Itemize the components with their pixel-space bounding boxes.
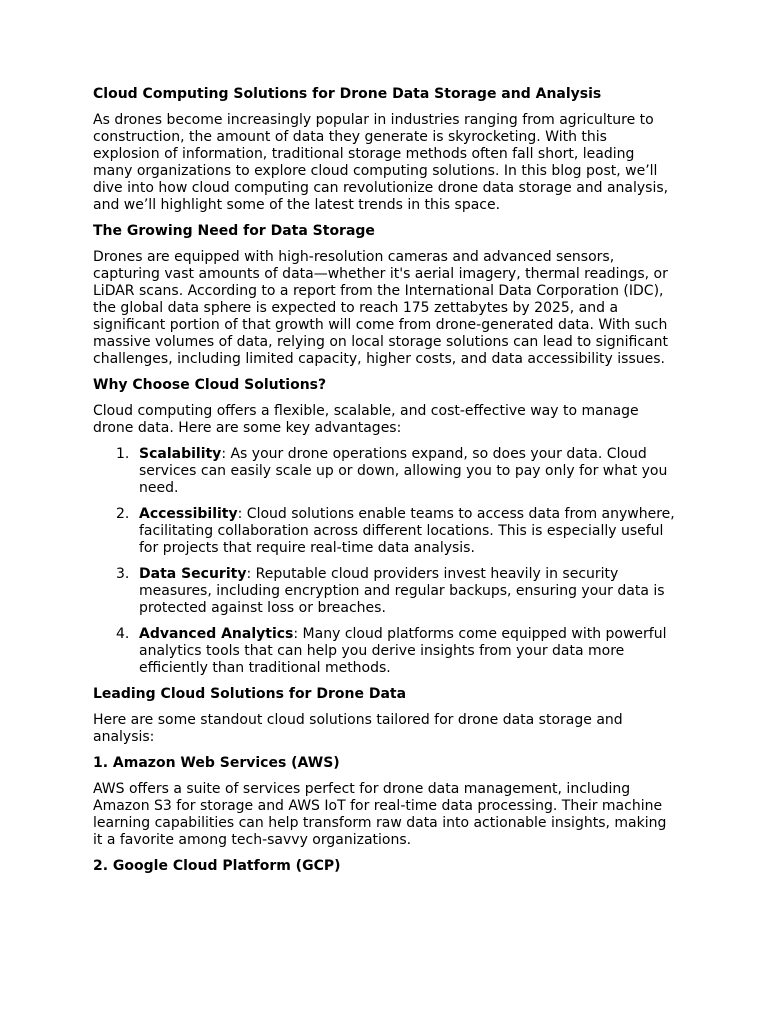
list-item-term: Scalability [139,446,222,462]
list-item [93,626,676,677]
section-heading-growing-need: The Growing Need for Data Storage [93,223,375,239]
list-item-text: : As your drone operations expand, so does your data. Cloud services can easily scale up or down, allowing you to pay only for what you need. [139,446,668,496]
section-heading-why-cloud: Why Choose Cloud Solutions? [93,377,327,393]
section-body-why-cloud: Cloud computing offers a flexible, scalable, and cost-effective way to manage drone data. Here are some key advantages: [93,403,639,436]
list-item-number: 1. [116,446,130,462]
list-item-number: 3. [116,566,130,582]
intro-paragraph: As drones become increasingly popular in industries ranging from agriculture to construction, the amount of data they generate is skyrocketing. With this explosion of information, traditional storage methods often fall short, leading many organizations to explore cloud computing solutions. In this blog post, we’ll dive into how cloud computing can revolutionize drone data storage and analysis, and we’ll highlight some of the latest trends in this space. [93,112,669,213]
list-item-text: : Cloud solutions enable teams to access data from anywhere, facilitating collaboration across different locations. This is especially useful for projects that require real-time data analysis. [139,506,675,556]
list-item-text: : Many cloud platforms come equipped with powerful analytics tools that can help you derive insights from your data more efficiently than traditional methods. [139,626,667,676]
list-item-text: : Reputable cloud providers invest heavily in security measures, including encryption and regular backups, ensuring your data is protected against loss or breaches. [139,566,665,616]
section-heading-aws: 1. Amazon Web Services (AWS) [93,755,340,771]
advantages-list [93,446,676,677]
section-body-growing-need: Drones are equipped with high-resolution cameras and advanced sensors, capturing vast amounts of data—whether it's aerial imagery, thermal readings, or LiDAR scans. According to a report from the International Data Corporation (IDC), the global data sphere is expected to reach 175 zettabytes by 2025, and a significant portion of that growth will come from drone-generated data. With such massive volumes of data, relying on local storage solutions can lead to significant challenges, including limited capacity, higher costs, and data accessibility issues. [93,249,668,367]
list-item-number: 4. [116,626,130,642]
list-item-term: Data Security [139,566,247,582]
list-item-number: 2. [116,506,130,522]
section-body-leading: Here are some standout cloud solutions tailored for drone data storage and analysis: [93,712,623,745]
list-item-term: Accessibility [139,506,238,522]
list-item-term: Advanced Analytics [139,626,294,642]
list-item [93,446,676,497]
document-title: Cloud Computing Solutions for Drone Data Storage and Analysis [93,86,602,102]
list-item [93,566,676,617]
section-body-aws: AWS offers a suite of services perfect for drone data management, including Amazon S3 for storage and AWS IoT for real-time data processing. Their machine learning capabilities can help transform raw data into actionable insights, making it a favorite among tech-savvy organizations. [93,781,667,848]
section-heading-leading: Leading Cloud Solutions for Drone Data [93,686,407,702]
list-item [93,506,676,557]
section-heading-gcp: 2. Google Cloud Platform (GCP) [93,858,341,874]
